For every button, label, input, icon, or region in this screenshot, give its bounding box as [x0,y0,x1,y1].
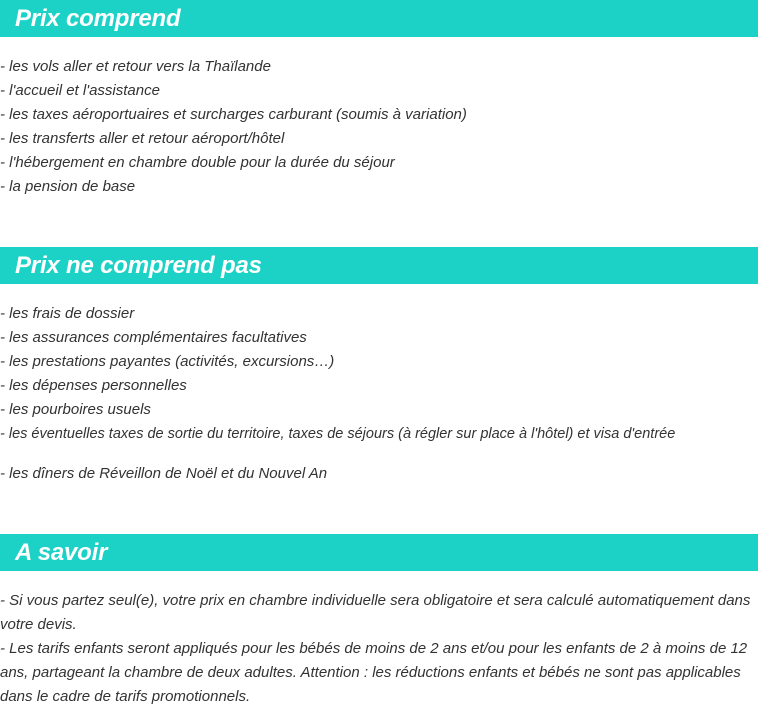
section-title: Prix comprend [15,4,181,32]
section-title: Prix ne comprend pas [15,251,262,279]
list-item: - la pension de base [0,178,136,195]
included-list [0,55,758,199]
excluded-list [0,302,758,446]
note-paragraph: - Si vous partez seul(e), votre prix en chambre individuelle sera obligatoire et sera calculé automatiquement dans votre devis. [0,592,751,633]
list-item: - les dépenses personnelles [0,377,187,394]
section-title: A savoir [15,538,108,566]
section-a-savoir [0,534,758,709]
list-item: - les éventuelles taxes de sortie du territoire, taxes de séjours (à régler sur place à l'hôtel) et visa d'entrée [0,426,676,442]
list-item: - l'accueil et l'assistance [0,82,160,99]
list-item: - les assurances complémentaires facultatives [0,329,307,346]
notes [0,589,752,709]
list-item: - les frais de dossier [0,305,135,322]
section-header [0,0,758,37]
list-item: - les vols aller et retour vers la Thaïlande [0,58,271,75]
section-header [0,247,758,284]
note-paragraph: - Les tarifs enfants seront appliqués pour les bébés de moins de 2 ans et/ou pour les enfants de 2 à moins de 12 ans, partageant la chambre de deux adultes. Attention : les réductions enfants et bébés ne sont pas applicables dans le cadre de tarifs promotionnels. [0,640,748,705]
excluded-extra: - les dîners de Réveillon de Noël et du Nouvel An [0,465,328,482]
section-prix-comprend [0,0,758,199]
list-item: - les transferts aller et retour aéroport/hôtel [0,130,285,147]
list-item: - les pourboires usuels [0,401,151,418]
section-prix-ne-comprend-pas [0,247,758,486]
list-item: - l'hébergement en chambre double pour la durée du séjour [0,154,395,171]
list-item: - les taxes aéroportuaires et surcharges carburant (soumis à variation) [0,106,467,123]
section-header [0,534,758,571]
list-item: - les prestations payantes (activités, excursions…) [0,353,335,370]
